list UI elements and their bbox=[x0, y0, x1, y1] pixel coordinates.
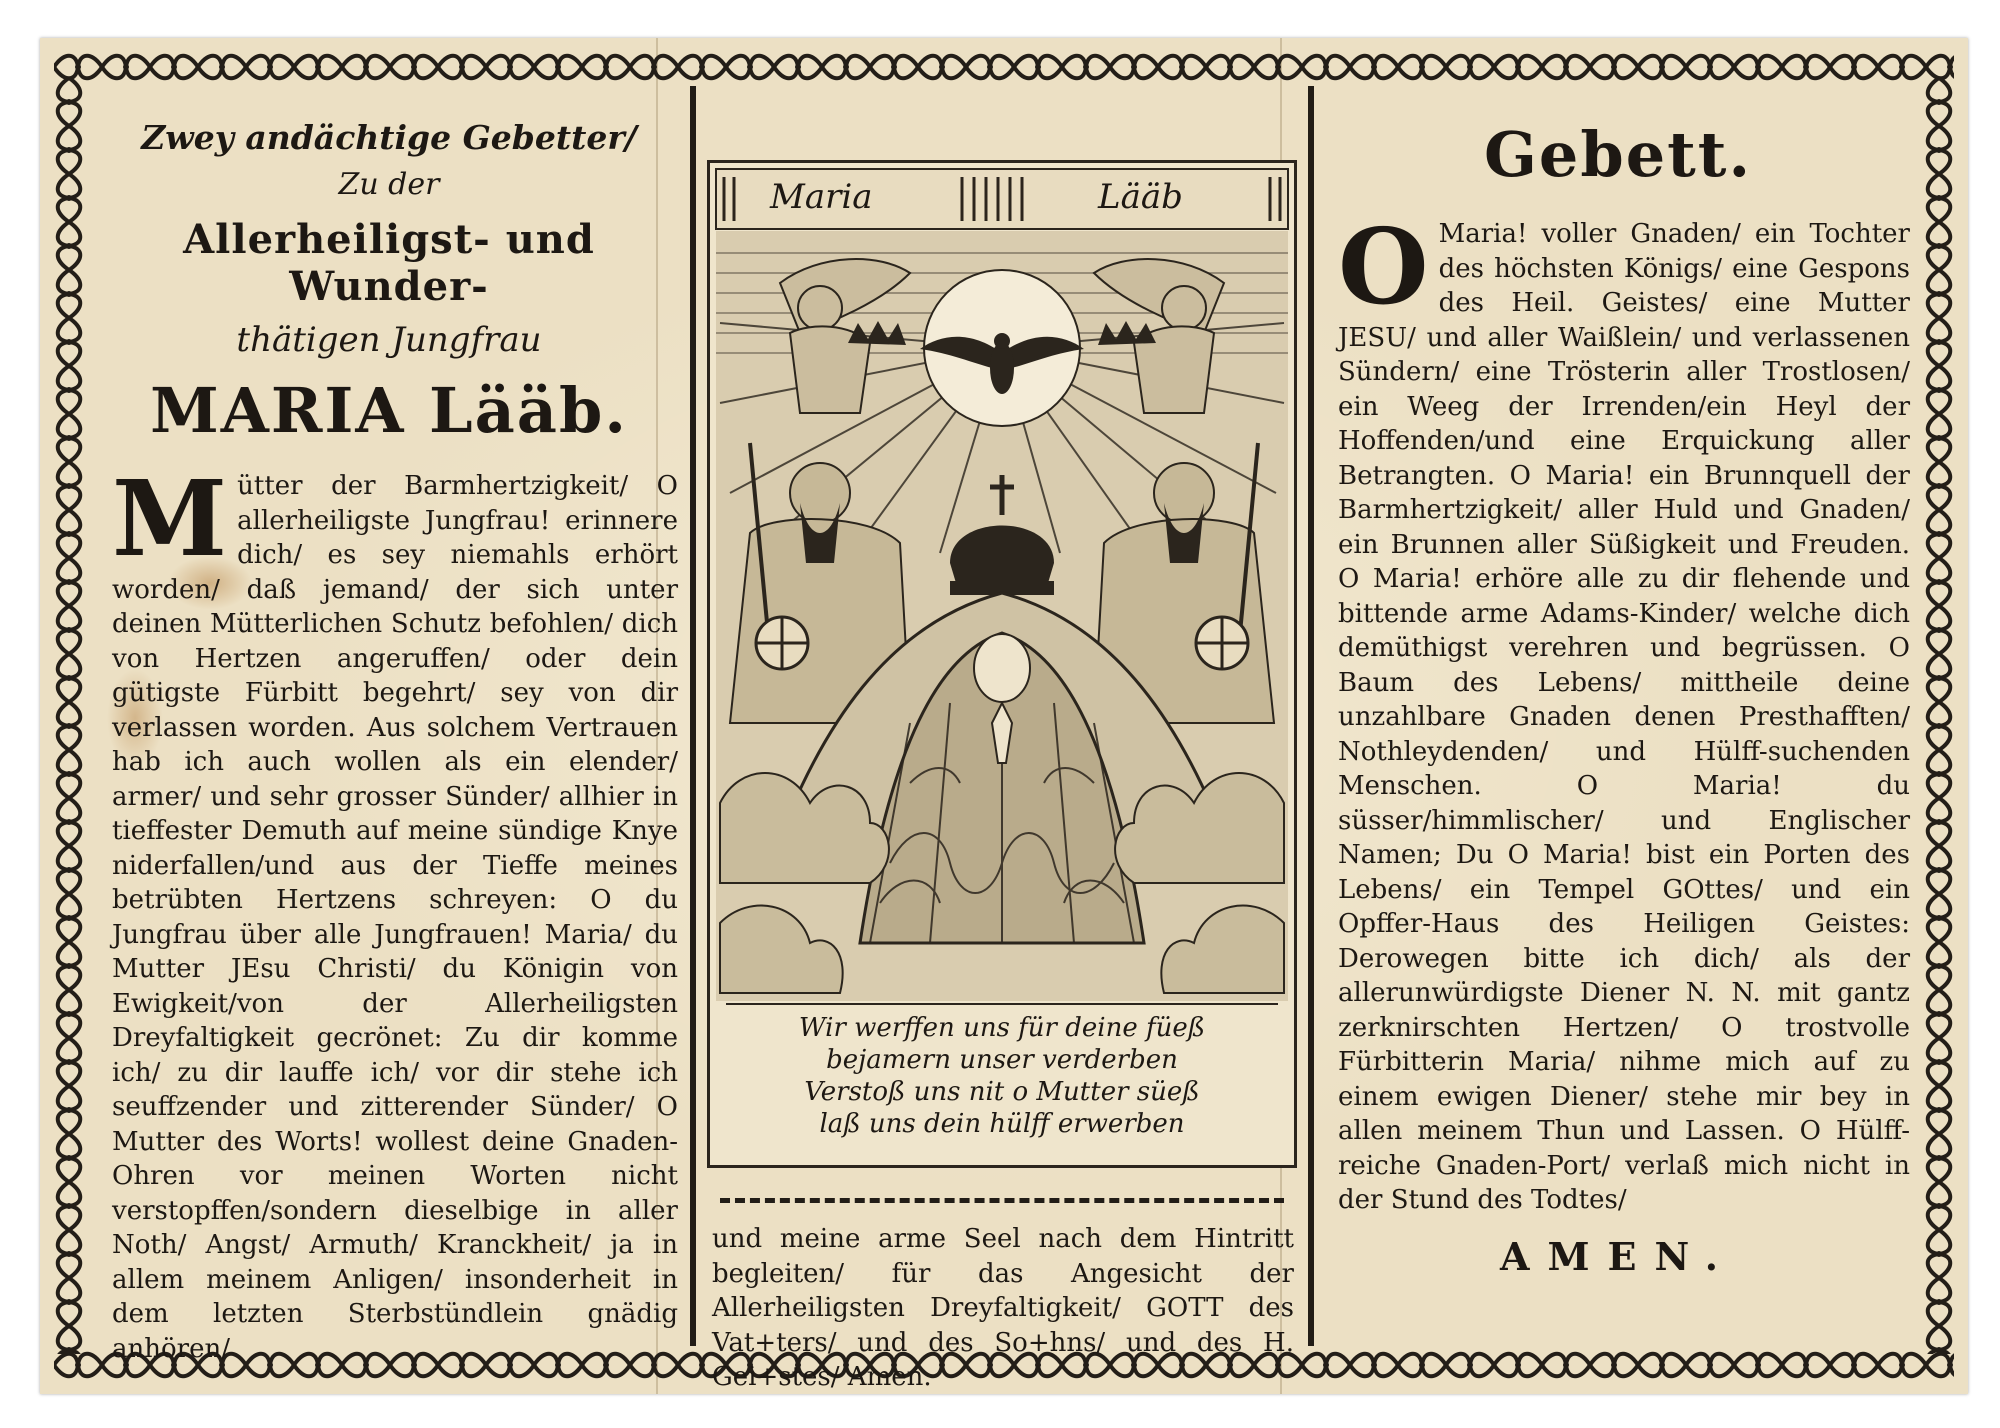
engraving-label: Maria bbox=[770, 177, 873, 217]
column-divider bbox=[690, 86, 696, 1346]
caption-line: bejamern unser verderben bbox=[826, 1045, 1178, 1075]
closing-amen: AMEN. bbox=[1499, 1233, 1737, 1279]
engraving-maria-laab bbox=[707, 160, 1297, 1168]
title-line: Zu der bbox=[338, 167, 440, 202]
drop-cap: M bbox=[112, 457, 228, 580]
prayer-text-middle: und meine arme Seel nach dem Hintritt begleiten/ für das Angesicht der Allerheiligsten Dreyfaltigkeit/ GOTT des Vat+ters/ und des So+hns/ und des H. Gei+stes/ Amen. bbox=[712, 1224, 1294, 1392]
caption-line: laß uns dein hülff erwerben bbox=[819, 1109, 1185, 1139]
right-column bbox=[1318, 88, 1918, 1279]
drop-cap: O bbox=[1338, 205, 1429, 328]
ornamental-border-top bbox=[54, 50, 1954, 84]
title-line: Zwey andächtige Gebetter/ bbox=[141, 118, 637, 157]
devotional-sheet bbox=[40, 38, 1968, 1394]
right-title: Gebett. bbox=[1483, 118, 1753, 191]
caption-line: Wir werffen uns für deine füeß bbox=[798, 1013, 1206, 1043]
ornamental-border-left bbox=[52, 78, 86, 1354]
prayer-body: ütter der Barmhertzigkeit/ O allerheiligste Jungfrau! erinnere dich/ es sey niemahls erhört worden/ daß jemand/ der sich unter deinen Mütterlichen Schutz befohlen/ dich von Hertzen angeruffen/ oder dein gütigste Fürbitt begehrt/ sey von dir verlassen worden. Aus solchem Vertrauen hab ich auch wollen als ein elender/ armer/ und sehr grosser Sünder/ allhier in tieffester Demuth auf meine sündige Knye niderfallen/und aus der Tieffe meines betrübten Hertzens schreyen: O du Jungfrau über alle Jungfrauen! Maria/ du Mutter JEsu Christi/ du Königin von Ewigkeit/von der Allerheiligsten Dreyfaltigkeit gecrönet: Zu dir komme ich/ zu dir lauffe ich/ vor dir stehe ich seuffzender und zitterender Sünder/ O Mutter des Worts! wollest deine Gnaden-Ohren vor meinen Worten nicht verstopffen/sondern dieselbige in aller Noth/ Angst/ Armuth/ Kranckheit/ ja in allem meinem Anligen/ insonderheit in dem letzten Sterbstündlein gnädig anhören/ bbox=[112, 471, 678, 1364]
prayer-text-left bbox=[112, 457, 678, 1366]
left-column bbox=[92, 88, 686, 1366]
column-divider bbox=[1308, 86, 1314, 1346]
section-divider bbox=[720, 1198, 1284, 1208]
caption-line: Verstoß uns nit o Mutter süeß bbox=[804, 1077, 1200, 1107]
middle-column bbox=[700, 88, 1304, 1395]
engraving-caption bbox=[726, 1003, 1278, 1145]
ornamental-border-right bbox=[1922, 78, 1956, 1354]
title-line: Allerheiligst- und Wunder- bbox=[183, 216, 595, 310]
title-line: thätigen Jungfrau bbox=[236, 320, 542, 360]
main-title: MARIA Lääb. bbox=[150, 374, 628, 447]
prayer-body: Maria! voller Gnaden/ ein Tochter des höchsten Königs/ eine Gespons des Heil. Geistes/ eine Mutter JESU/ und aller Waißlein/ und verlassenen Sündern/ eine Trösterin aller Trostlosen/ ein Weeg der Irrenden/ein Heyl der Hoffenden/und eine Erquickung aller Betrangten. O Maria! ein Brunnquell der Barmhertzigkeit/ aller Huld und Gnaden/ ein Brunnen aller Süßigkeit und Freuden. O Maria! erhöre alle zu dir flehende und bittende arme Adams-Kinder/ welche dich demüthigst verehren und begrüssen. O Baum des Lebens/ mittheile deine unzahlbare Gnaden denen Presthafften/ Nothleydenden/ und Hülff-suchenden Menschen. O Maria! du süsser/himmlischer/ und Englischer Namen; Du O Maria! bist ein Porten des Lebens/ ein Tempel GOttes/ und ein Opffer-Haus des Heiligen Geistes: Derowegen bitte ich dich/ als der allerunwürdigste Diener N. N. mit gantz zerknirschten Hertzen/ O trostvolle Fürbitterin Maria/ nihme mich auf zu einem ewigen Diener/ stehe mir bey in allen meinem Thun und Lassen. O Hülff-reiche Gnaden-Port/ verlaß mich nicht in der Stund des Todtes/ bbox=[1338, 219, 1910, 1215]
prayer-text-right bbox=[1338, 205, 1910, 1218]
engraving-label: Lääb bbox=[1098, 177, 1183, 217]
